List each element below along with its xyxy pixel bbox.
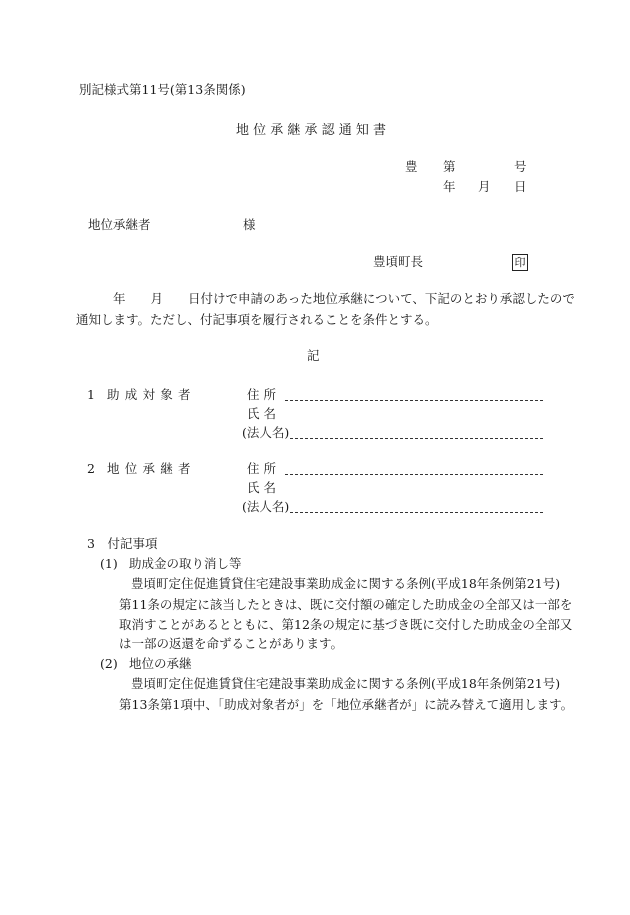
item1-corp-label: (法人名) — [242, 425, 290, 440]
issuer-name: 豊頃町長 — [373, 254, 424, 269]
doc-number-prefix: 豊 — [405, 159, 418, 174]
item2-corp-line — [290, 502, 543, 513]
item1-corp-line — [290, 428, 543, 439]
item3-heading: 3 付記事項 — [87, 536, 158, 551]
item1-number: 1 — [87, 387, 95, 402]
sub1-title: 助成金の取り消し等 — [129, 556, 242, 571]
item2-number: 2 — [87, 461, 95, 476]
sub2-title: 地位の承継 — [129, 656, 192, 671]
doc-number-dai: 第 — [443, 159, 456, 174]
item2-name-label: 氏 名 — [247, 480, 276, 495]
sub1-number: (1) — [100, 556, 118, 571]
document-title: 地 位 承 継 承 認 通 知 書 — [236, 123, 387, 138]
sub1-line-4: は一部の返還を命ずることがあります。 — [119, 636, 344, 651]
sub2-line-2: 第13条第1項中、「助成対象者が」を「地位承継者が」に読み替えて適用します。 — [119, 697, 574, 712]
body-line-1: 年 月 日付けで申請のあった地位承継について、下記のとおり承認したので — [113, 291, 575, 306]
item1-address-line — [285, 390, 543, 401]
recipient-label: 地位承継者 — [88, 217, 151, 232]
date-day: 日 — [514, 179, 527, 194]
sub2-line-1: 豊頃町定住促進賃貸住宅建設事業助成金に関する条例(平成18年条例第21号) — [131, 676, 561, 691]
item1-address-label: 住 所 — [247, 387, 276, 402]
item1-name-label: 氏 名 — [247, 406, 276, 421]
item2-label: 地位承継者 — [107, 461, 196, 476]
form-reference: 別記様式第11号(第13条関係) — [79, 82, 246, 97]
item1-label: 助成対象者 — [107, 387, 196, 402]
ki-heading: 記 — [307, 348, 320, 363]
sub1-line-3: 取消すことがあるとともに、第12条の規定に基づき既に交付した助成金の全部又 — [119, 617, 573, 632]
sub2-number: (2) — [100, 656, 118, 671]
date-month: 月 — [478, 179, 491, 194]
item2-corp-label: (法人名) — [242, 499, 290, 514]
recipient-honorific: 様 — [243, 217, 256, 232]
date-year: 年 — [443, 179, 456, 194]
seal-mark: 印 — [512, 254, 528, 271]
item2-address-label: 住 所 — [247, 461, 276, 476]
sub1-line-1: 豊頃町定住促進賃貸住宅建設事業助成金に関する条例(平成18年条例第21号) — [131, 576, 561, 591]
sub1-line-2: 第11条の規定に該当したときは、既に交付額の確定した助成金の全部又は一部を — [119, 597, 573, 612]
item2-address-line — [285, 464, 543, 475]
doc-number-go: 号 — [514, 159, 527, 174]
body-line-2: 通知します。ただし、付記事項を履行されることを条件とする。 — [76, 312, 438, 327]
